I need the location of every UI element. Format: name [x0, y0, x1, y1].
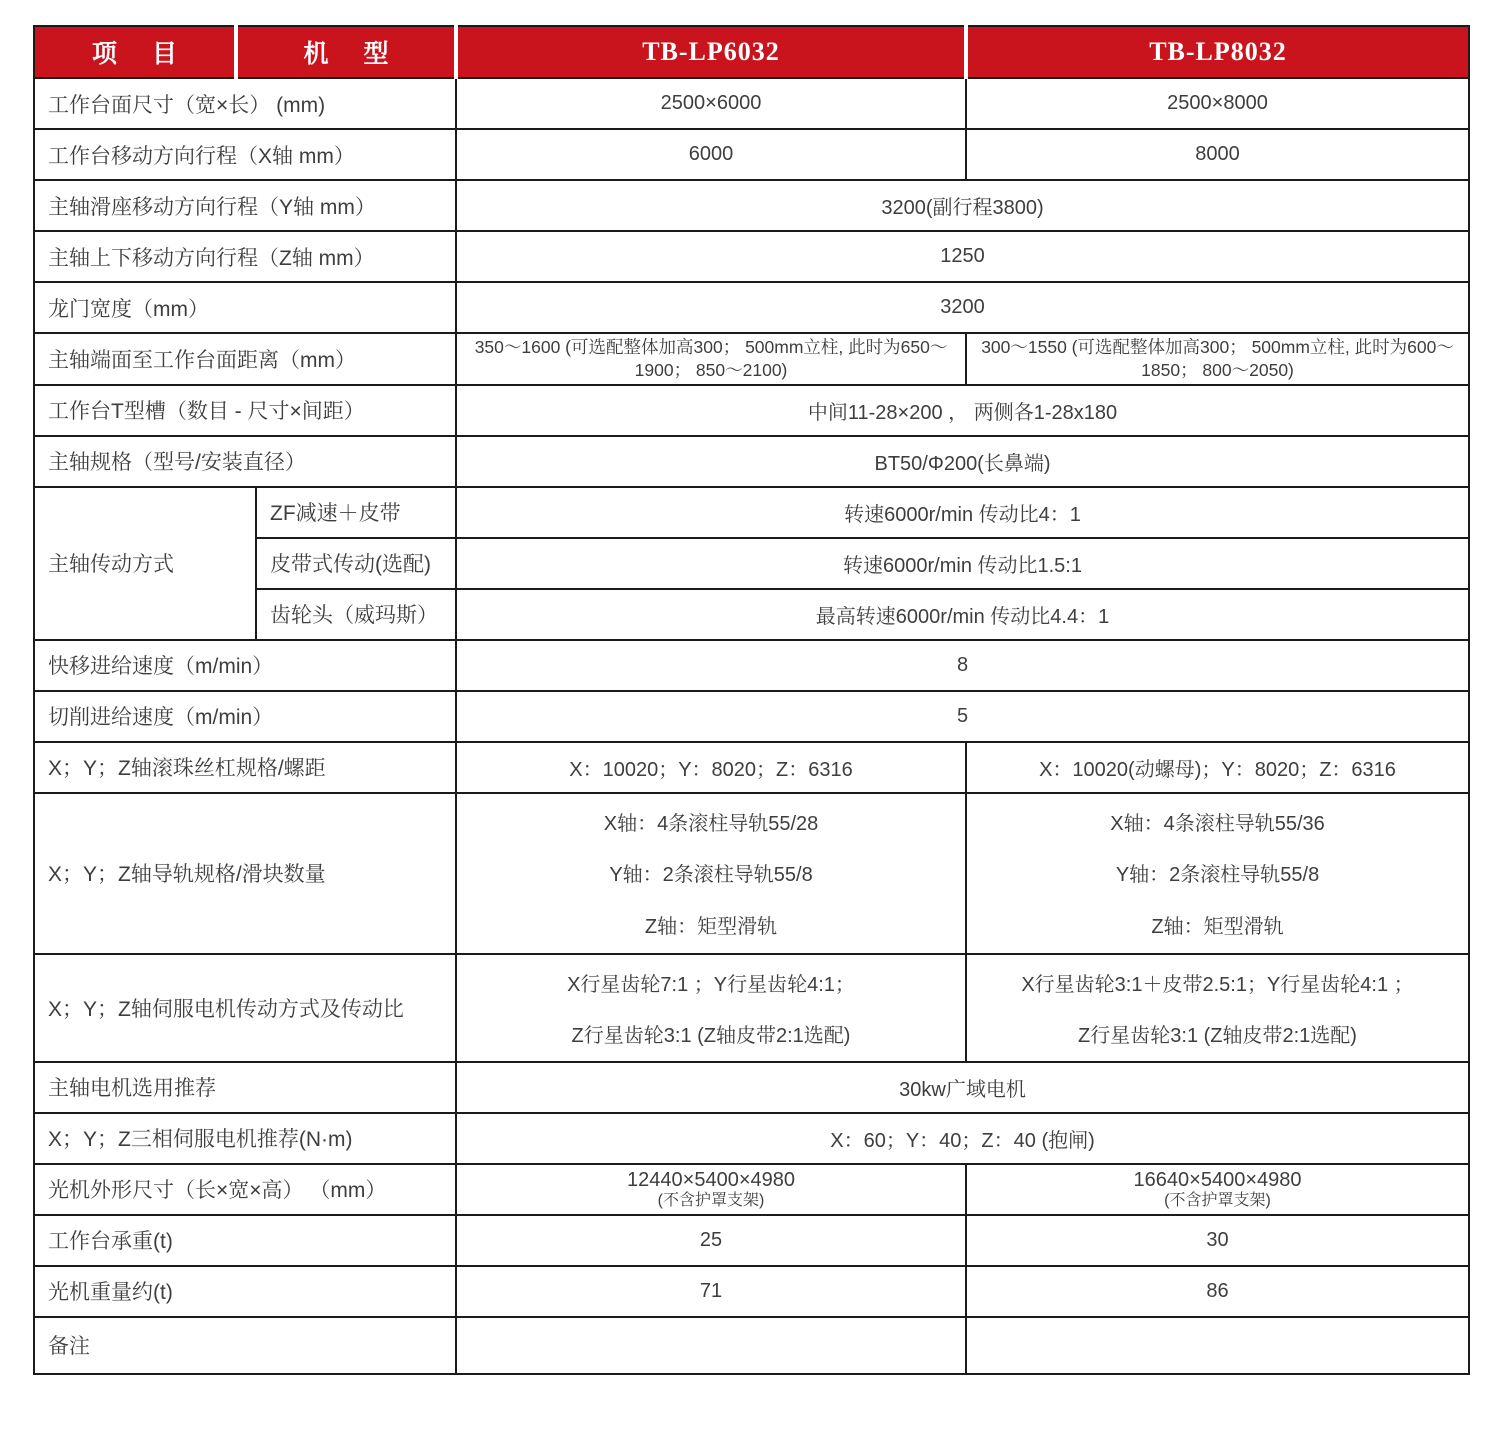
row-table-load	[34, 1215, 1469, 1266]
spindle-drive-zf-belt-value: 转速6000r/min 传动比4：1	[456, 487, 1469, 538]
label-t-slot: 工作台T型槽（数目 - 尺寸×间距）	[34, 385, 456, 436]
label-spindle-drive-belt: 皮带式传动(选配)	[256, 538, 456, 589]
guide-rail-lp6032-y: Y轴：2条滚柱导轨55/8	[609, 864, 813, 887]
servo-drive-lp8032-z: Z行星齿轮3:1 (Z轴皮带2:1选配)	[1078, 1024, 1357, 1047]
header-item: 项 目	[34, 26, 236, 78]
label-remarks: 备注	[34, 1317, 456, 1374]
row-worktable-size	[34, 78, 1469, 129]
spec-table-container	[33, 25, 1468, 1375]
table-load-lp8032: 30	[966, 1215, 1469, 1266]
label-ballscrew: X；Y；Z轴滚珠丝杠规格/螺距	[34, 742, 456, 793]
guide-rail-lp6032-z: Z轴：矩型滑轨	[644, 916, 778, 939]
machine-dims-lp8032-note: (不含护罩支架)	[1164, 1191, 1271, 1209]
header-model-lp6032: TB-LP6032	[456, 26, 966, 78]
remarks-lp6032	[456, 1317, 966, 1374]
row-machine-weight	[34, 1266, 1469, 1317]
spindle-drive-gearhead-value: 最高转速6000r/min 传动比4.4：1	[456, 589, 1469, 640]
guide-rail-lp8032	[966, 793, 1469, 954]
rapid-feed-value: 8	[456, 640, 1469, 691]
machine-dims-lp6032-size: 12440×5400×4980	[627, 1168, 795, 1191]
row-remarks	[34, 1317, 1469, 1374]
row-spindle-spec	[34, 436, 1469, 487]
guide-rail-lp8032-y: Y轴：2条滚柱导轨55/8	[1115, 864, 1320, 887]
row-machine-dims	[34, 1164, 1469, 1215]
ballscrew-lp6032: X：10020；Y：8020；Z：6316	[456, 742, 966, 793]
label-spindle-drive-zf-belt: ZF减速＋皮带	[256, 487, 456, 538]
label-table-load: 工作台承重(t)	[34, 1215, 456, 1266]
servo-drive-lp8032-xy: X行星齿轮3:1＋皮带2.5:1；Y行星齿轮4:1 ；	[1021, 973, 1414, 996]
servo-drive-lp6032-xy: X行星齿轮7:1 ；Y行星齿轮4:1；	[567, 973, 855, 996]
servo-drive-lp6032	[456, 954, 966, 1062]
label-spindle-spec: 主轴规格（型号/安装直径）	[34, 436, 456, 487]
label-spindle-motor: 主轴电机选用推荐	[34, 1062, 456, 1113]
spec-table	[33, 25, 1470, 1375]
row-spindle-drive-zf	[34, 487, 1469, 538]
spindle-motor-value: 30kw广域电机	[456, 1062, 1469, 1113]
label-x-travel: 工作台移动方向行程（X轴 mm）	[34, 129, 456, 180]
label-servo-drive: X；Y；Z轴伺服电机传动方式及传动比	[34, 954, 456, 1062]
servo-drive-lp6032-z: Z行星齿轮3:1 (Z轴皮带2:1选配)	[571, 1024, 851, 1047]
guide-rail-lp8032-z: Z轴：矩型滑轨	[1151, 916, 1284, 939]
spindle-spec-value: BT50/Φ200(长鼻端)	[456, 436, 1469, 487]
label-worktable-size: 工作台面尺寸（宽×长） (mm)	[34, 78, 456, 129]
row-z-travel	[34, 231, 1469, 282]
spindle-drive-belt-value: 转速6000r/min 传动比1.5:1	[456, 538, 1469, 589]
label-gantry-width: 龙门宽度（mm）	[34, 282, 456, 333]
machine-dims-lp6032	[456, 1164, 966, 1215]
row-y-travel	[34, 180, 1469, 231]
z-travel-value: 1250	[456, 231, 1469, 282]
row-cutting-feed	[34, 691, 1469, 742]
machine-dims-lp8032-size: 16640×5400×4980	[1133, 1168, 1302, 1191]
label-spindle-drive-gearhead: 齿轮头（威玛斯）	[256, 589, 456, 640]
guide-rail-lp6032	[456, 793, 966, 954]
y-travel-value: 3200(副行程3800)	[456, 180, 1469, 231]
header-model-lp8032: TB-LP8032	[966, 26, 1469, 78]
row-spindle-to-table	[34, 333, 1469, 385]
label-machine-weight: 光机重量约(t)	[34, 1266, 456, 1317]
row-ballscrew	[34, 742, 1469, 793]
worktable-size-lp6032: 2500×6000	[456, 78, 966, 129]
spindle-to-table-lp6032: 350～1600 (可选配整体加高300； 500mm立柱, 此时为650～1900； 850～2100)	[456, 333, 966, 385]
label-servo-motor: X；Y；Z三相伺服电机推荐(N·m)	[34, 1113, 456, 1164]
header-row	[34, 26, 1469, 78]
machine-dims-lp6032-note: (不含护罩支架)	[657, 1191, 765, 1209]
label-machine-dims: 光机外形尺寸（长×宽×高） （mm）	[34, 1164, 456, 1215]
worktable-size-lp8032: 2500×8000	[966, 78, 1469, 129]
table-load-lp6032: 25	[456, 1215, 966, 1266]
label-spindle-drive-group: 主轴传动方式	[34, 487, 256, 640]
servo-drive-lp8032	[966, 954, 1469, 1062]
machine-dims-lp8032	[966, 1164, 1469, 1215]
machine-weight-lp8032: 86	[966, 1266, 1469, 1317]
row-servo-drive	[34, 954, 1469, 1062]
x-travel-lp8032: 8000	[966, 129, 1469, 180]
t-slot-value: 中间11-28×200 ， 两侧各1-28x180	[456, 385, 1469, 436]
label-z-travel: 主轴上下移动方向行程（Z轴 mm）	[34, 231, 456, 282]
row-spindle-motor	[34, 1062, 1469, 1113]
guide-rail-lp6032-x: X轴：4条滚柱导轨55/28	[603, 812, 819, 835]
label-guide-rail: X；Y；Z轴导轨规格/滑块数量	[34, 793, 456, 954]
servo-motor-value: X：60；Y：40；Z：40 (抱闸)	[456, 1113, 1469, 1164]
row-rapid-feed	[34, 640, 1469, 691]
remarks-lp8032	[966, 1317, 1469, 1374]
label-rapid-feed: 快移进给速度（m/min）	[34, 640, 456, 691]
cutting-feed-value: 5	[456, 691, 1469, 742]
row-guide-rail	[34, 793, 1469, 954]
row-t-slot	[34, 385, 1469, 436]
guide-rail-lp8032-x: X轴：4条滚柱导轨55/36	[1110, 812, 1325, 835]
row-gantry-width	[34, 282, 1469, 333]
x-travel-lp6032: 6000	[456, 129, 966, 180]
header-model: 机 型	[236, 26, 456, 78]
spindle-to-table-lp8032: 300～1550 (可选配整体加高300； 500mm立柱, 此时为600～1850； 800～2050)	[966, 333, 1469, 385]
gantry-width-value: 3200	[456, 282, 1469, 333]
label-cutting-feed: 切削进给速度（m/min）	[34, 691, 456, 742]
label-y-travel: 主轴滑座移动方向行程（Y轴 mm）	[34, 180, 456, 231]
row-x-travel	[34, 129, 1469, 180]
row-servo-motor	[34, 1113, 1469, 1164]
machine-weight-lp6032: 71	[456, 1266, 966, 1317]
label-spindle-to-table: 主轴端面至工作台面距离（mm）	[34, 333, 456, 385]
ballscrew-lp8032: X：10020(动螺母)；Y：8020；Z：6316	[966, 742, 1469, 793]
